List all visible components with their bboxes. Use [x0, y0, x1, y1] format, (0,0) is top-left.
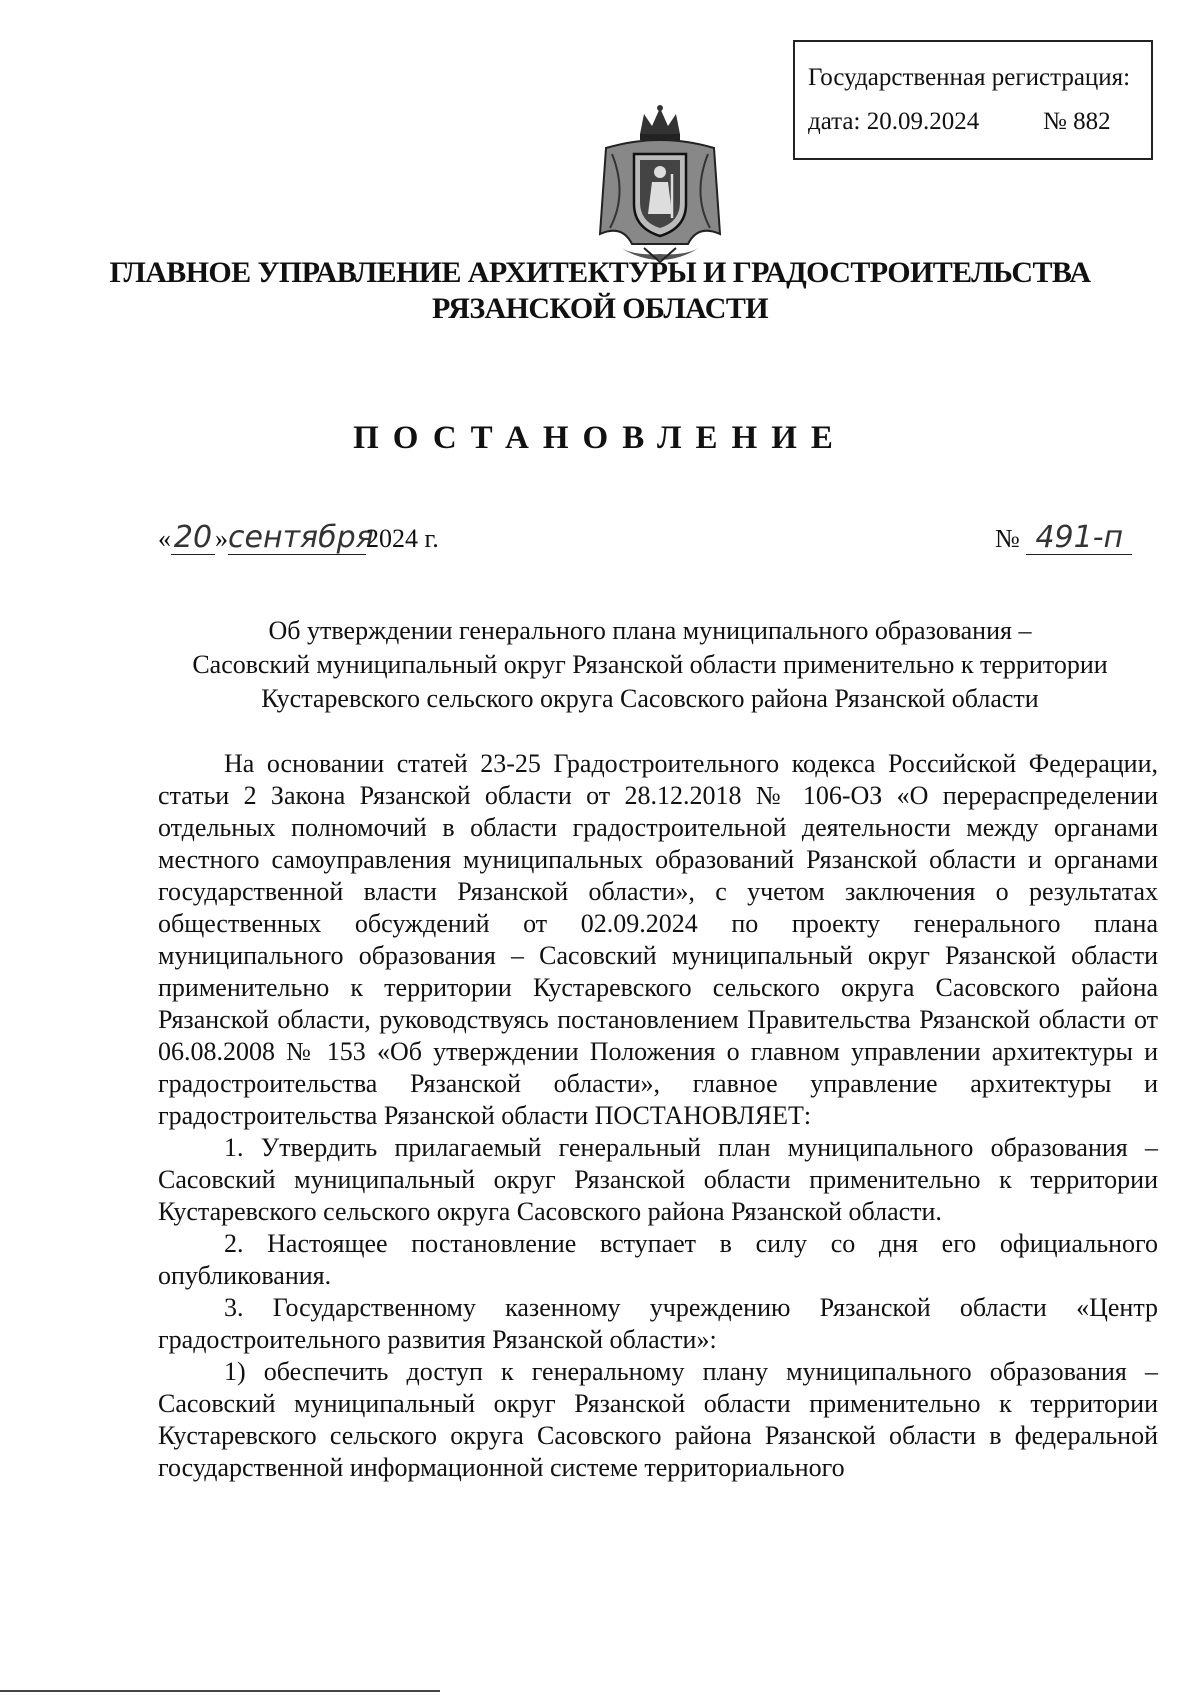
organization-line-2: РЯЗАНСКОЙ ОБЛАСТИ [432, 292, 768, 325]
registration-stamp [793, 40, 1153, 160]
number-prefix: № [995, 524, 1020, 553]
document-body [158, 748, 1158, 1484]
number-handwritten: 491-п [1026, 522, 1132, 555]
date-open-quote: « [158, 524, 171, 553]
item-2-paragraph: 2. Настоящее постановление вступает в силу со дня его официального опубликования. [158, 1229, 1158, 1290]
item-3-paragraph: 3. Государственному казенному учреждению Рязанской области «Центр градостроительного развития Рязанской области»: [158, 1293, 1158, 1354]
subject-line-1: Об утверждении генерального плана муниципального образования – [268, 616, 1032, 645]
subject-line-3: Кустаревского сельского округа Сасовского района Рязанской области [261, 684, 1039, 713]
registration-date: дата: 20.09.2024 [808, 108, 980, 135]
item-1-paragraph: 1. Утвердить прилагаемый генеральный план муниципального образования – Сасовский муниципальный округ Рязанской области применительно к территории Кустаревского сельского округа Сасовского района Рязанской области. [158, 1133, 1158, 1226]
bottom-scan-line [0, 1690, 440, 1692]
item-3-1-paragraph: 1) обеспечить доступ к генеральному плану муниципального образования – Сасовский муниципальный округ Рязанской области применительно к территории Кустаревского сельского округа Сасовского района Рязанской области в федеральной государственной информационной системе территориального [158, 1357, 1158, 1482]
document-date [158, 522, 439, 555]
document-type: ПОСТАНОВЛЕНИЕ [353, 420, 847, 456]
document-subject [150, 614, 1150, 716]
registration-title: Государственная регистрация: [808, 64, 1131, 91]
registration-number: № 882 [1043, 108, 1111, 135]
date-year: 2024 г. [366, 524, 439, 553]
date-month-handwritten: сентября [228, 520, 374, 555]
organization-line-1: ГЛАВНОЕ УПРАВЛЕНИЕ АРХИТЕКТУРЫ И ГРАДОСТРОИТЕЛЬСТВА [109, 256, 1091, 289]
ryazan-coat-of-arms-icon [588, 104, 733, 266]
date-close-quote: » [215, 524, 228, 553]
preamble-paragraph: На основании статей 23-25 Градостроительного кодекса Российской Федерации, статьи 2 Закона Рязанской области от 28.12.2018 № 106-ОЗ «О перераспределении отдельных полномочий в области градостроительной деятельности между органами местного самоуправления муниципальных образований Рязанской области и органами государственной власти Рязанской области», с учетом заключения о результатах общественных обсуждений от 02.09.2024 по проекту генерального плана муниципального образования – Сасовский муниципальный округ Рязанской области применительно к территории Кустаревского сельского округа Сасовского района Рязанской области, руководствуясь постановлением Правительства Рязанской области от 06.08.2008 № 153 «Об утверждении Положения о главном управлении архитектуры и градостроительства Рязанской области», главное управление архитектуры и градостроительства Рязанской области ПОСТАНОВЛЯЕТ: [158, 749, 1158, 1130]
date-day-handwritten: 20 [171, 522, 215, 555]
subject-line-2: Сасовский муниципальный округ Рязанской области применительно к территории [192, 650, 1108, 679]
document-number [995, 522, 1132, 555]
